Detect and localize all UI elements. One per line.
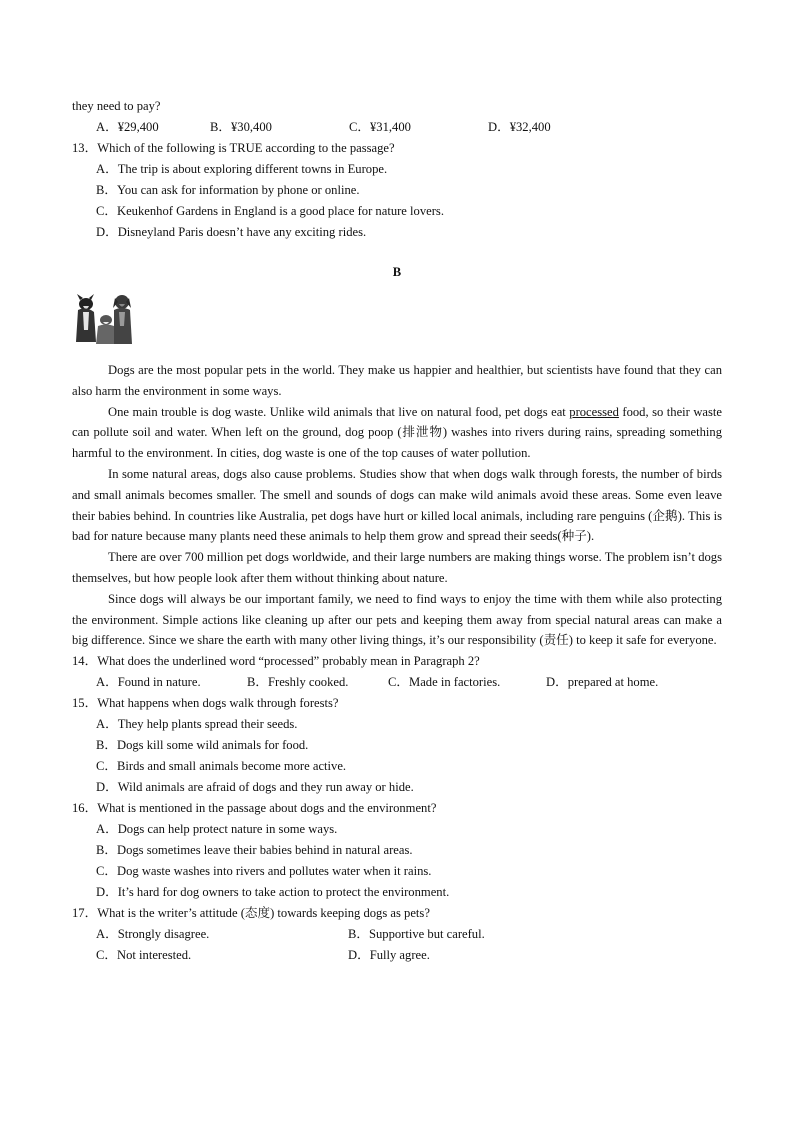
dogs-photo-icon	[72, 290, 134, 346]
q16-option-c: C．Dog waste washes into rivers and pollutes water when it rains.	[96, 864, 432, 879]
q17-option-c: C．Not interested.	[96, 948, 192, 963]
q12-option-d: D．¥32,400	[488, 120, 551, 134]
q17-options-row-1	[72, 924, 722, 945]
q16-option-d: D．It’s hard for dog owners to take action to protect the environment.	[96, 885, 450, 900]
q12-option-a: A．¥29,400	[96, 120, 159, 134]
q15-option-b: B．Dogs kill some wild animals for food.	[96, 738, 309, 753]
underlined-word-processed: processed	[569, 404, 619, 419]
q13-option-c: C．Keukenhof Gardens in England is a good place for nature lovers.	[96, 204, 444, 218]
q14-option-a: A．Found in nature.	[96, 675, 201, 690]
q17-option-b: B．Supportive but careful.	[348, 927, 485, 942]
exam-page	[72, 96, 722, 966]
q14-option-d: D．prepared at home.	[546, 675, 659, 690]
q15-option-c: C．Birds and small animals become more active.	[96, 759, 347, 774]
q15-option-d: D．Wild animals are afraid of dogs and they run away or hide.	[96, 780, 414, 795]
p2-text-after: food, so their waste can pollute soil and water. When left on the ground, dog poop (排泄物) washes into rivers during rains, spreading something harmful to the environment. In cities, dog waste is one of the top causes of water pollution.	[72, 404, 722, 461]
q12-option-c: C．¥31,400	[349, 120, 411, 134]
q13-option-a: A．The trip is about exploring different towns in Europe.	[96, 162, 388, 176]
q16-option-b: B．Dogs sometimes leave their babies behind in natural areas.	[96, 843, 413, 858]
q16-option-a: A．Dogs can help protect nature in some ways.	[96, 822, 338, 837]
q14-options	[72, 672, 722, 693]
passage-paragraph-1: Dogs are the most popular pets in the world. They make us happier and healthier, but scientists have found that they can also harm the environment in some ways.	[72, 363, 722, 398]
passage-paragraph-5: Since dogs will always be our important family, we need to find ways to enjoy the time with them while also protecting the environment. Simple actions like cleaning up after our pets and keeping them away from special natural areas can make a big difference. Since we share the earth with many other living things, it’s our responsibility (责任) to keep it safe for everyone.	[72, 591, 722, 648]
passage-paragraph-2	[72, 402, 722, 464]
p2-text-before: One main trouble is dog waste. Unlike wild animals that live on natural food, pet dogs eat	[108, 404, 570, 419]
q13-stem: 13．Which of the following is TRUE according to the passage?	[72, 141, 395, 155]
q12-option-b: B．¥30,400	[210, 120, 272, 134]
q17-options-row-2	[72, 945, 722, 966]
q12-options	[72, 117, 722, 138]
q14-option-b: B．Freshly cooked.	[247, 675, 349, 690]
q17-stem: 17．What is the writer’s attitude (态度) towards keeping dogs as pets?	[72, 906, 430, 921]
q14-stem: 14．What does the underlined word “processed” probably mean in Paragraph 2?	[72, 654, 480, 669]
q13-option-b: B．You can ask for information by phone or online.	[96, 183, 360, 197]
q15-stem: 15．What happens when dogs walk through forests?	[72, 696, 339, 711]
section-b-heading: B	[392, 265, 402, 279]
passage-paragraph-3: In some natural areas, dogs also cause problems. Studies show that when dogs walk through forests, the number of birds and small animals becomes smaller. The smell and sounds of dogs can make wild animals avoid these areas. Some even leave their babies behind. In countries like Australia, pet dogs have hurt or killed local animals, including rare penguins (企鹅). This is bad for nature because many plants need these animals to help them grow and spread their seeds(种子).	[72, 466, 722, 544]
q15-option-a: A．They help plants spread their seeds.	[96, 717, 298, 732]
q13-option-d: D．Disneyland Paris doesn’t have any exciting rides.	[96, 225, 367, 239]
passage-paragraph-4: There are over 700 million pet dogs worldwide, and their large numbers are making things worse. The problem isn’t dogs themselves, but how people look after them without thinking about nature.	[72, 550, 722, 585]
q16-stem: 16．What is mentioned in the passage about dogs and the environment?	[72, 801, 437, 816]
q14-option-c: C．Made in factories.	[388, 675, 501, 690]
q12-stem-tail: they need to pay?	[72, 99, 161, 113]
q17-option-a: A．Strongly disagree.	[96, 927, 210, 942]
q17-option-d: D．Fully agree.	[348, 948, 430, 963]
